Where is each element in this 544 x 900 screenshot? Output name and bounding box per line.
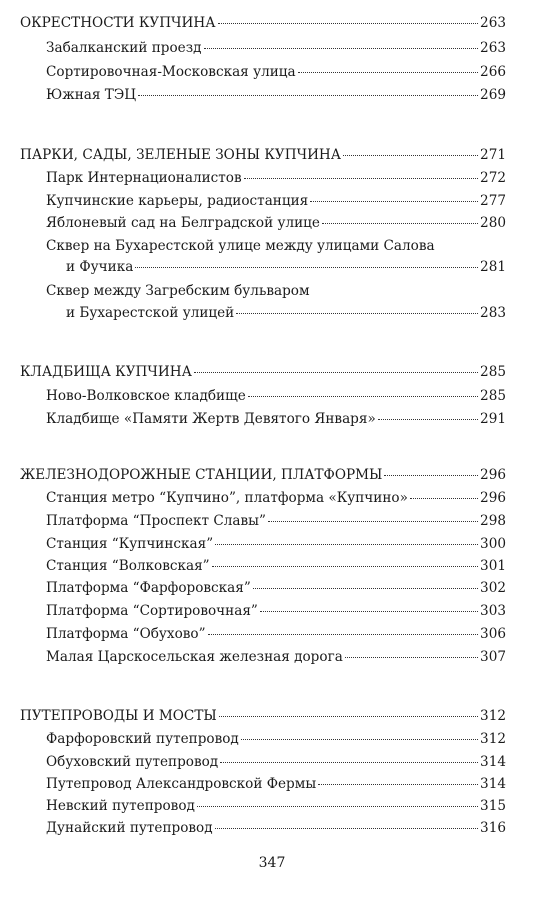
- toc-page-number: 280: [480, 215, 506, 231]
- toc-entry-title: Дунайский путепровод: [46, 820, 213, 836]
- toc-section-heading: [20, 469, 506, 483]
- dot-leader: [410, 498, 478, 499]
- dot-leader: [378, 419, 478, 420]
- toc-page-number: 314: [480, 776, 506, 792]
- toc-page-number: 263: [480, 15, 506, 31]
- toc-entry: [46, 628, 506, 642]
- toc-entry: [46, 651, 506, 665]
- toc-entry: [46, 515, 506, 529]
- toc-entry-title: Платформа “Проспект Славы”: [46, 513, 266, 529]
- toc-entry: [46, 560, 506, 574]
- toc-entry-title: Ново-Волковское кладбище: [46, 388, 246, 404]
- toc-entry: [46, 42, 506, 56]
- toc-entry-title: Яблоневый сад на Белградской улице: [46, 215, 320, 231]
- toc-entry-title: Невский путепровод: [46, 798, 195, 814]
- toc-page-number: 314: [480, 754, 506, 770]
- dot-leader: [260, 611, 478, 612]
- toc-section-heading: [20, 366, 506, 380]
- toc-page-number: 306: [480, 626, 506, 642]
- toc-section-title: ПУТЕПРОВОДЫ И МОСТЫ: [20, 708, 217, 724]
- toc-entry-title-line1: Сквер на Бухарестской улице между улицами Салова: [46, 238, 435, 254]
- toc-entry: [46, 756, 506, 770]
- toc-page-number: 272: [480, 170, 506, 186]
- toc-entry: [46, 822, 506, 836]
- dot-leader: [322, 223, 478, 224]
- toc-page-number: 269: [480, 87, 506, 103]
- toc-section-title: ПАРКИ, САДЫ, ЗЕЛЕНЫЕ ЗОНЫ КУПЧИНА: [20, 147, 342, 163]
- toc-page-number: 302: [480, 580, 506, 596]
- toc-entry: [46, 172, 506, 186]
- toc-entry: [46, 492, 506, 506]
- toc-entry-title: Станция метро “Купчино”, платформа «Купчино»: [46, 490, 408, 506]
- toc-entry-title: Станция “Волковская”: [46, 558, 210, 574]
- dot-leader: [135, 267, 478, 268]
- dot-leader: [310, 201, 478, 202]
- toc-entry: [46, 195, 506, 209]
- dot-leader: [194, 372, 478, 373]
- dot-leader: [236, 313, 478, 314]
- toc-entry: [66, 307, 506, 321]
- dot-leader: [220, 762, 478, 763]
- toc-entry-title: Купчинские карьеры, радиостанция: [46, 193, 309, 209]
- dot-leader: [212, 566, 478, 567]
- dot-leader: [204, 48, 479, 49]
- toc-entry: [46, 800, 506, 814]
- toc-page-number: 298: [480, 513, 506, 529]
- toc-entry-title: Забалканский проезд: [46, 40, 202, 56]
- dot-leader: [241, 739, 478, 740]
- toc-page-number: 266: [480, 64, 506, 80]
- toc-section-heading: [20, 149, 506, 163]
- toc-page-number: 316: [480, 820, 506, 836]
- dot-leader: [244, 178, 478, 179]
- toc-page-number: 307: [480, 649, 506, 665]
- dot-leader: [215, 544, 478, 545]
- toc-entry-title: Станция “Купчинская”: [46, 536, 214, 552]
- dot-leader: [318, 784, 478, 785]
- toc-entry-title: Платформа “Фарфоровская”: [46, 580, 251, 596]
- toc-entry-title: Парк Интернационалистов: [46, 170, 242, 186]
- toc-entry-title: Фарфоровский путепровод: [46, 731, 239, 747]
- toc-entry-title: Южная ТЭЦ: [46, 87, 137, 103]
- toc-entry: [46, 89, 506, 103]
- toc-page-number: 315: [480, 798, 506, 814]
- toc-entry: [46, 582, 506, 596]
- dot-leader: [197, 806, 478, 807]
- toc-entry: [46, 605, 506, 619]
- toc-entry-title: Обуховский путепровод: [46, 754, 219, 770]
- toc-section-title: КЛАДБИЩА КУПЧИНА: [20, 364, 192, 380]
- toc-entry-title-line2: и Фучика: [66, 259, 134, 275]
- page-number-footer: 347: [258, 855, 286, 871]
- dot-leader: [248, 396, 478, 397]
- dot-leader: [215, 828, 478, 829]
- toc-page-number: 296: [480, 467, 506, 483]
- dot-leader: [343, 155, 478, 156]
- toc-entry-title-line1: Сквер между Загребским бульваром: [46, 283, 310, 299]
- dot-leader: [208, 634, 478, 635]
- toc-entry: [66, 261, 506, 275]
- toc-page-number: 271: [480, 147, 506, 163]
- toc-entry: [46, 413, 506, 427]
- toc-page-number: 285: [480, 364, 506, 380]
- dot-leader: [218, 23, 478, 24]
- toc-page-number: 281: [480, 259, 506, 275]
- toc-page-number: 263: [480, 40, 506, 56]
- toc-section-heading: [20, 17, 506, 31]
- toc-entry-title: Платформа “Обухово”: [46, 626, 206, 642]
- toc-page-number: 312: [480, 708, 506, 724]
- toc-page-number: 283: [480, 305, 506, 321]
- dot-leader: [384, 475, 478, 476]
- dot-leader: [138, 95, 478, 96]
- toc-entry-title-line2: и Бухарестской улицей: [66, 305, 235, 321]
- toc-entry-title: Малая Царскосельская железная дорога: [46, 649, 343, 665]
- toc-entry: [46, 217, 506, 231]
- toc-entry-title: Сортировочная-Московская улица: [46, 64, 296, 80]
- toc-page-number: 296: [480, 490, 506, 506]
- dot-leader: [219, 716, 478, 717]
- toc-page-number: 303: [480, 603, 506, 619]
- dot-leader: [298, 72, 478, 73]
- toc-page-number: 300: [480, 536, 506, 552]
- dot-leader: [345, 657, 478, 658]
- toc-entry: [46, 390, 506, 404]
- toc-entry-title: Кладбище «Памяти Жертв Девятого Января»: [46, 411, 376, 427]
- toc-section-heading: [20, 710, 506, 724]
- toc-entry-title: Путепровод Александровской Фермы: [46, 776, 317, 792]
- toc-page-number: 285: [480, 388, 506, 404]
- toc-entry: [46, 733, 506, 747]
- toc-page-number: 312: [480, 731, 506, 747]
- toc-page-number: 301: [480, 558, 506, 574]
- toc-page-number: 291: [480, 411, 506, 427]
- toc-entry: [46, 538, 506, 552]
- dot-leader: [268, 521, 478, 522]
- toc-entry-title: Платформа “Сортировочная”: [46, 603, 258, 619]
- dot-leader: [253, 588, 478, 589]
- toc-page-number: 277: [480, 193, 506, 209]
- toc-section-title: ОКРЕСТНОСТИ КУПЧИНА: [20, 15, 216, 31]
- toc-entry: [46, 778, 506, 792]
- toc-section-title: ЖЕЛЕЗНОДОРОЖНЫЕ СТАНЦИИ, ПЛАТФОРМЫ: [20, 467, 383, 483]
- toc-entry: [46, 66, 506, 80]
